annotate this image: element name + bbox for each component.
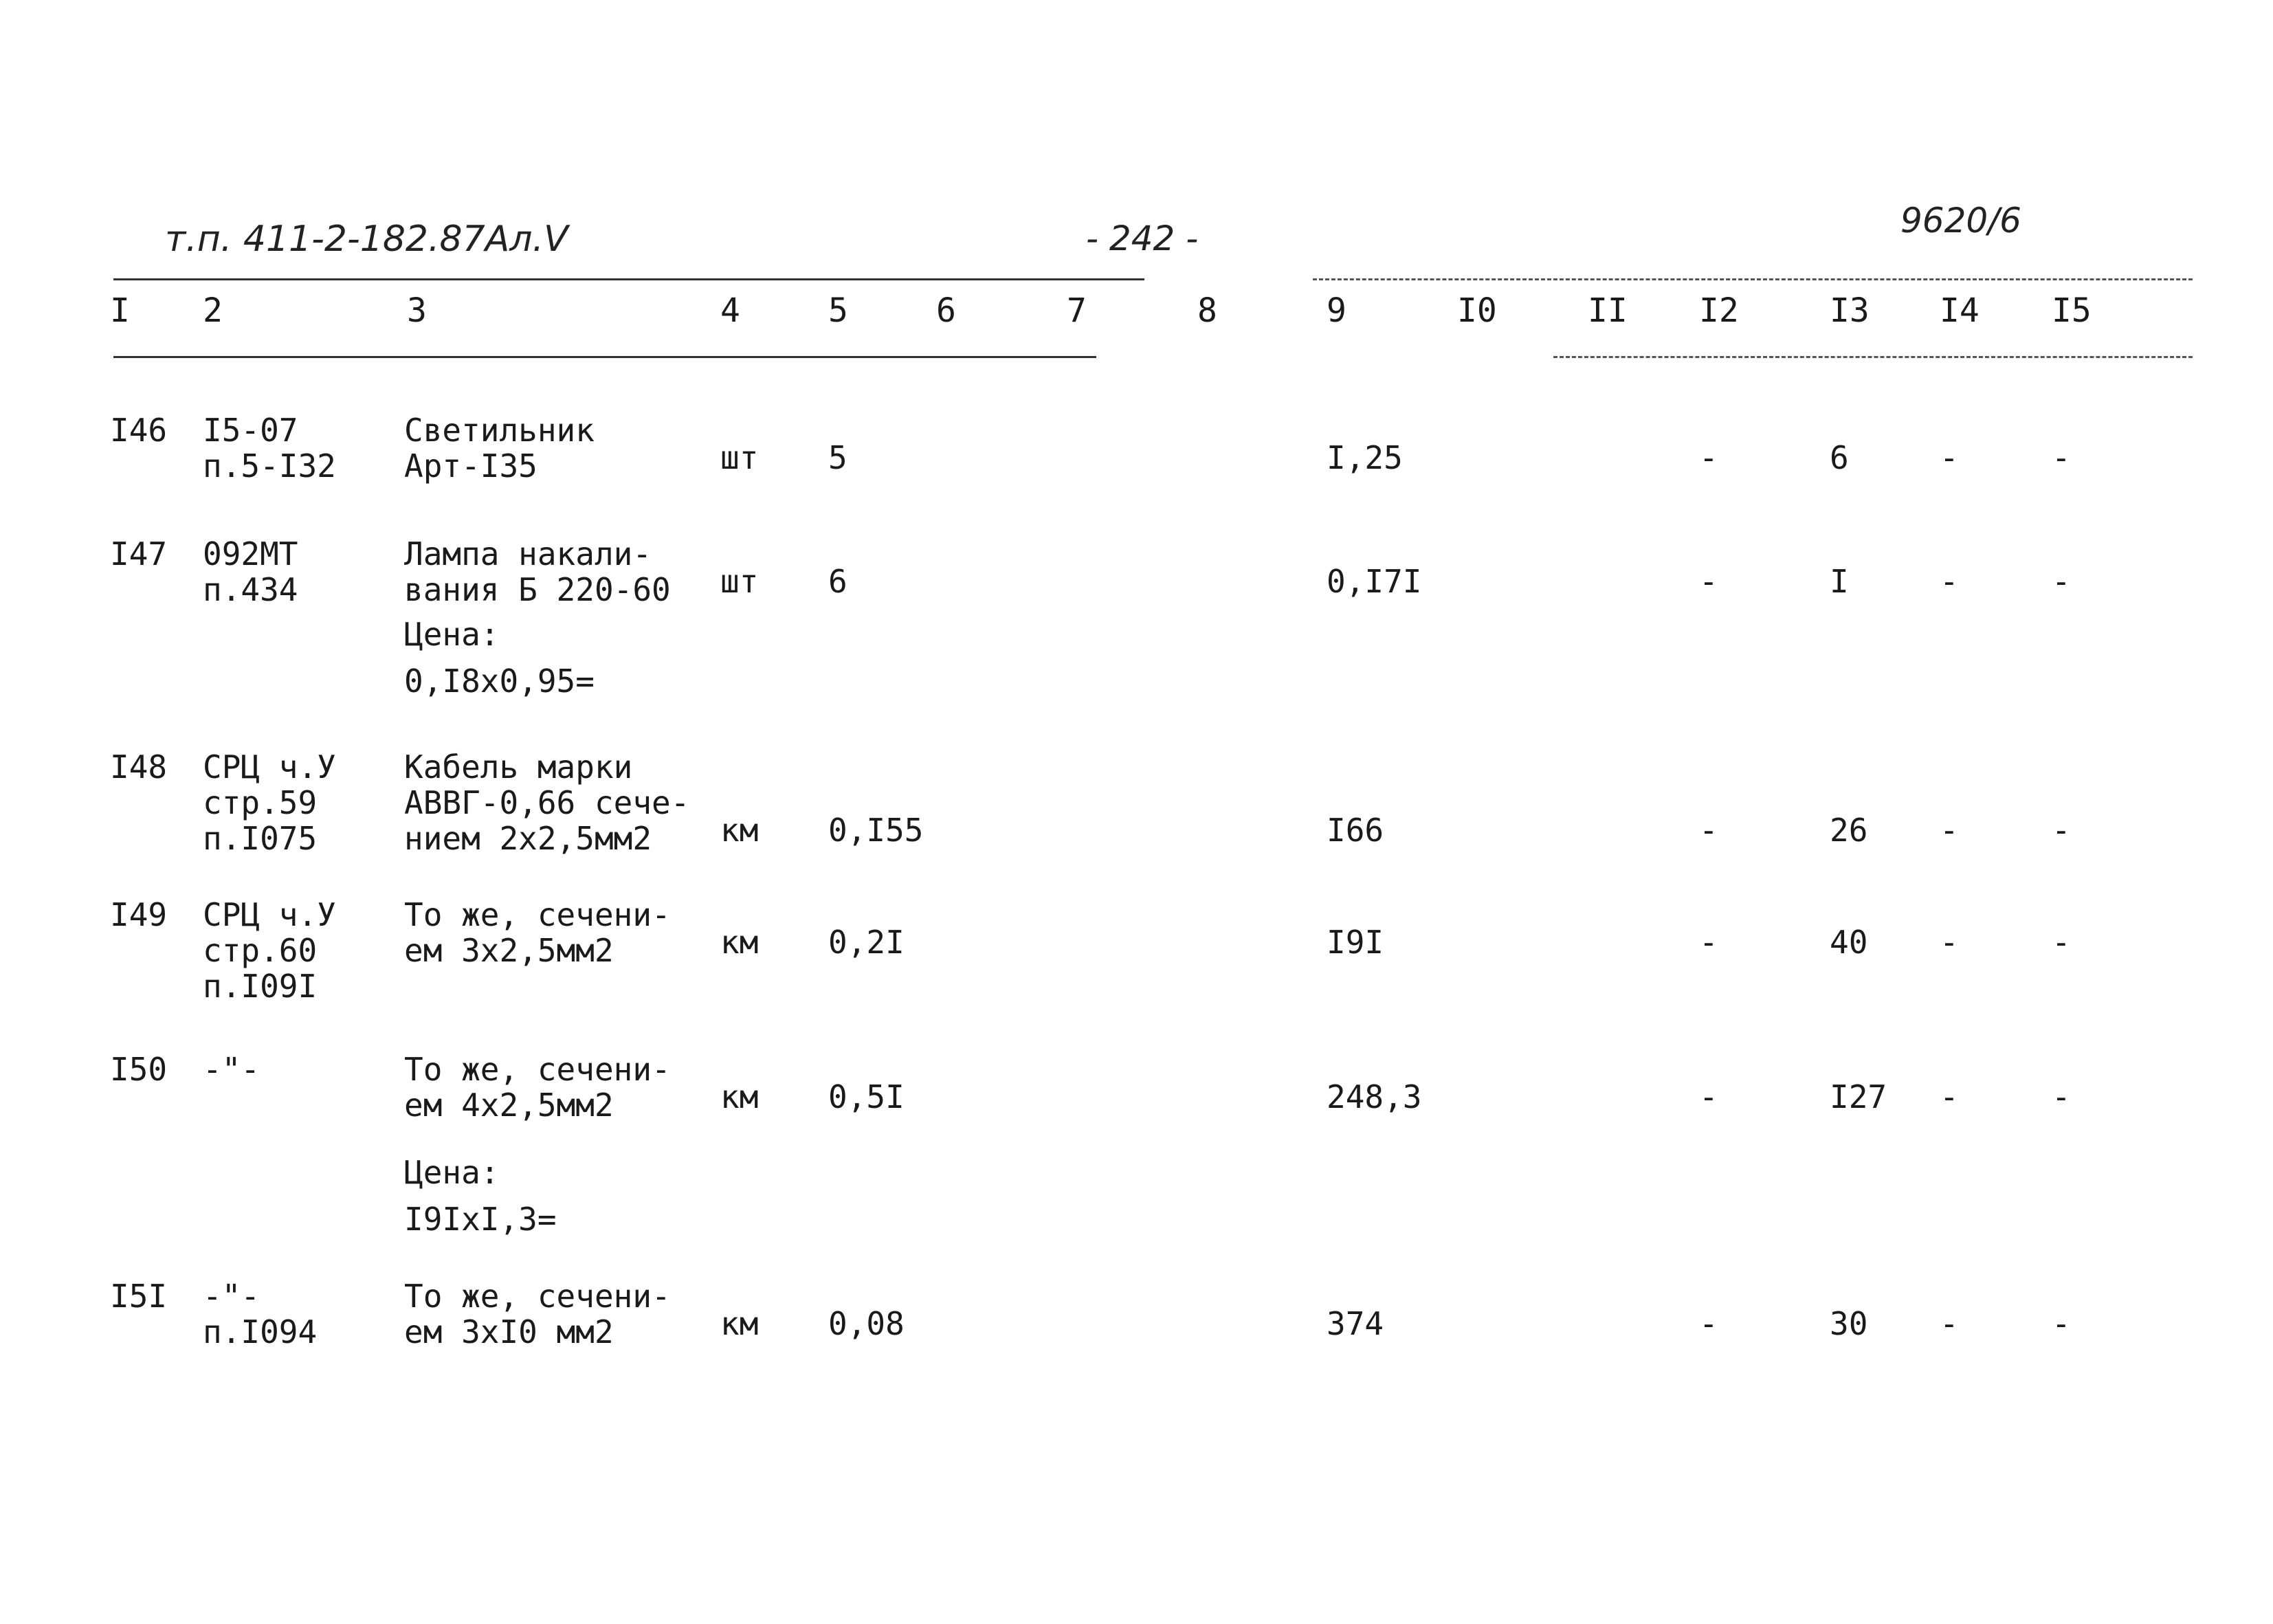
col-14-value: -: [1940, 439, 1959, 476]
unit: км: [720, 812, 759, 849]
item-name: Кабель марки АВВГ-0,66 сече- нием 2x2,5мм2: [404, 748, 690, 857]
col-13-value: 26: [1830, 812, 1868, 849]
price-code: -"- п.I094: [203, 1278, 318, 1350]
item-name: Светильник Арт-I35: [404, 412, 595, 485]
column-header-1: I: [110, 291, 130, 330]
unit-cost: I,25: [1327, 439, 1403, 476]
col-15-value: -: [2052, 1078, 2071, 1115]
unit-cost: 248,3: [1327, 1078, 1422, 1115]
row-number: I5I: [110, 1278, 168, 1315]
unit: км: [720, 1305, 759, 1342]
col-14-value: -: [1940, 924, 1959, 961]
column-header-6: 6: [936, 291, 956, 330]
col-13-value: I27: [1830, 1078, 1887, 1115]
quantity: 0,5I: [828, 1078, 905, 1115]
unit-cost: I9I: [1327, 924, 1384, 961]
unit: шт: [720, 439, 759, 476]
header-bottom-rule: [113, 356, 1096, 358]
quantity: 6: [828, 563, 847, 600]
column-header-12: I2: [1699, 291, 1739, 330]
column-header-3: 3: [407, 291, 427, 330]
col-14-value: -: [1940, 1305, 1959, 1342]
col-15-value: -: [2052, 563, 2071, 600]
document-reference: т.п. 411-2-182.87Ал.V: [165, 219, 568, 260]
sheet-reference: 9620/6: [1900, 201, 2021, 241]
unit: км: [720, 1078, 759, 1115]
price-code: 092МТ п.434: [203, 535, 298, 608]
col-12-value: -: [1699, 1305, 1718, 1342]
column-header-7: 7: [1067, 291, 1087, 330]
price-code: СРЦ ч.У стр.60 п.I09I: [203, 896, 336, 1005]
quantity: 5: [828, 439, 847, 476]
unit-cost: 0,I7I: [1327, 563, 1422, 600]
col-15-value: -: [2052, 439, 2071, 476]
header-bottom-rule-right: [1553, 356, 2193, 358]
column-header-4: 4: [720, 291, 740, 330]
price-label: Цена:: [404, 1154, 500, 1191]
column-header-9: 9: [1327, 291, 1346, 330]
header-top-rule: [113, 278, 1144, 280]
col-14-value: -: [1940, 563, 1959, 600]
price-code: -"-: [203, 1051, 260, 1088]
col-15-value: -: [2052, 812, 2071, 849]
column-header-10: I0: [1457, 291, 1497, 330]
unit: км: [720, 924, 759, 961]
col-13-value: 40: [1830, 924, 1868, 961]
column-header-2: 2: [203, 291, 223, 330]
item-name: То же, сечени- ем 3x2,5мм2: [404, 896, 671, 969]
item-name: То же, сечени- ем 3xI0 мм2: [404, 1278, 671, 1350]
col-13-value: 6: [1830, 439, 1849, 476]
column-header-5: 5: [828, 291, 848, 330]
quantity: 0,I55: [828, 812, 924, 849]
col-15-value: -: [2052, 1305, 2071, 1342]
row-number: I48: [110, 748, 168, 786]
row-number: I47: [110, 535, 168, 572]
row-number: I50: [110, 1051, 168, 1088]
price-formula: I9IxI,3=: [404, 1201, 557, 1238]
column-header-15: I5: [2052, 291, 2092, 330]
page-number: - 242 -: [1086, 219, 1199, 258]
price-code: I5-07 п.5-I32: [203, 412, 336, 485]
col-12-value: -: [1699, 439, 1718, 476]
header-top-rule-right: [1313, 278, 2193, 280]
col-12-value: -: [1699, 812, 1718, 849]
item-name: Лампа накали- вания Б 220-60: [404, 535, 671, 608]
col-14-value: -: [1940, 1078, 1959, 1115]
col-15-value: -: [2052, 924, 2071, 961]
quantity: 0,2I: [828, 924, 905, 961]
col-12-value: -: [1699, 924, 1718, 961]
unit-cost: I66: [1327, 812, 1384, 849]
column-header-11: II: [1588, 291, 1628, 330]
col-13-value: 30: [1830, 1305, 1868, 1342]
price-formula: 0,I8x0,95=: [404, 663, 595, 700]
item-name: То же, сечени- ем 4x2,5мм2: [404, 1051, 671, 1124]
quantity: 0,08: [828, 1305, 905, 1342]
price-label: Цена:: [404, 616, 500, 653]
col-13-value: I: [1830, 563, 1849, 600]
unit-cost: 374: [1327, 1305, 1384, 1342]
price-code: СРЦ ч.У стр.59 п.I075: [203, 748, 336, 857]
row-number: I46: [110, 412, 168, 449]
column-header-8: 8: [1197, 291, 1217, 330]
column-header-13: I3: [1830, 291, 1870, 330]
unit: шт: [720, 563, 759, 600]
row-number: I49: [110, 896, 168, 933]
column-header-14: I4: [1940, 291, 1980, 330]
col-12-value: -: [1699, 563, 1718, 600]
col-14-value: -: [1940, 812, 1959, 849]
col-12-value: -: [1699, 1078, 1718, 1115]
